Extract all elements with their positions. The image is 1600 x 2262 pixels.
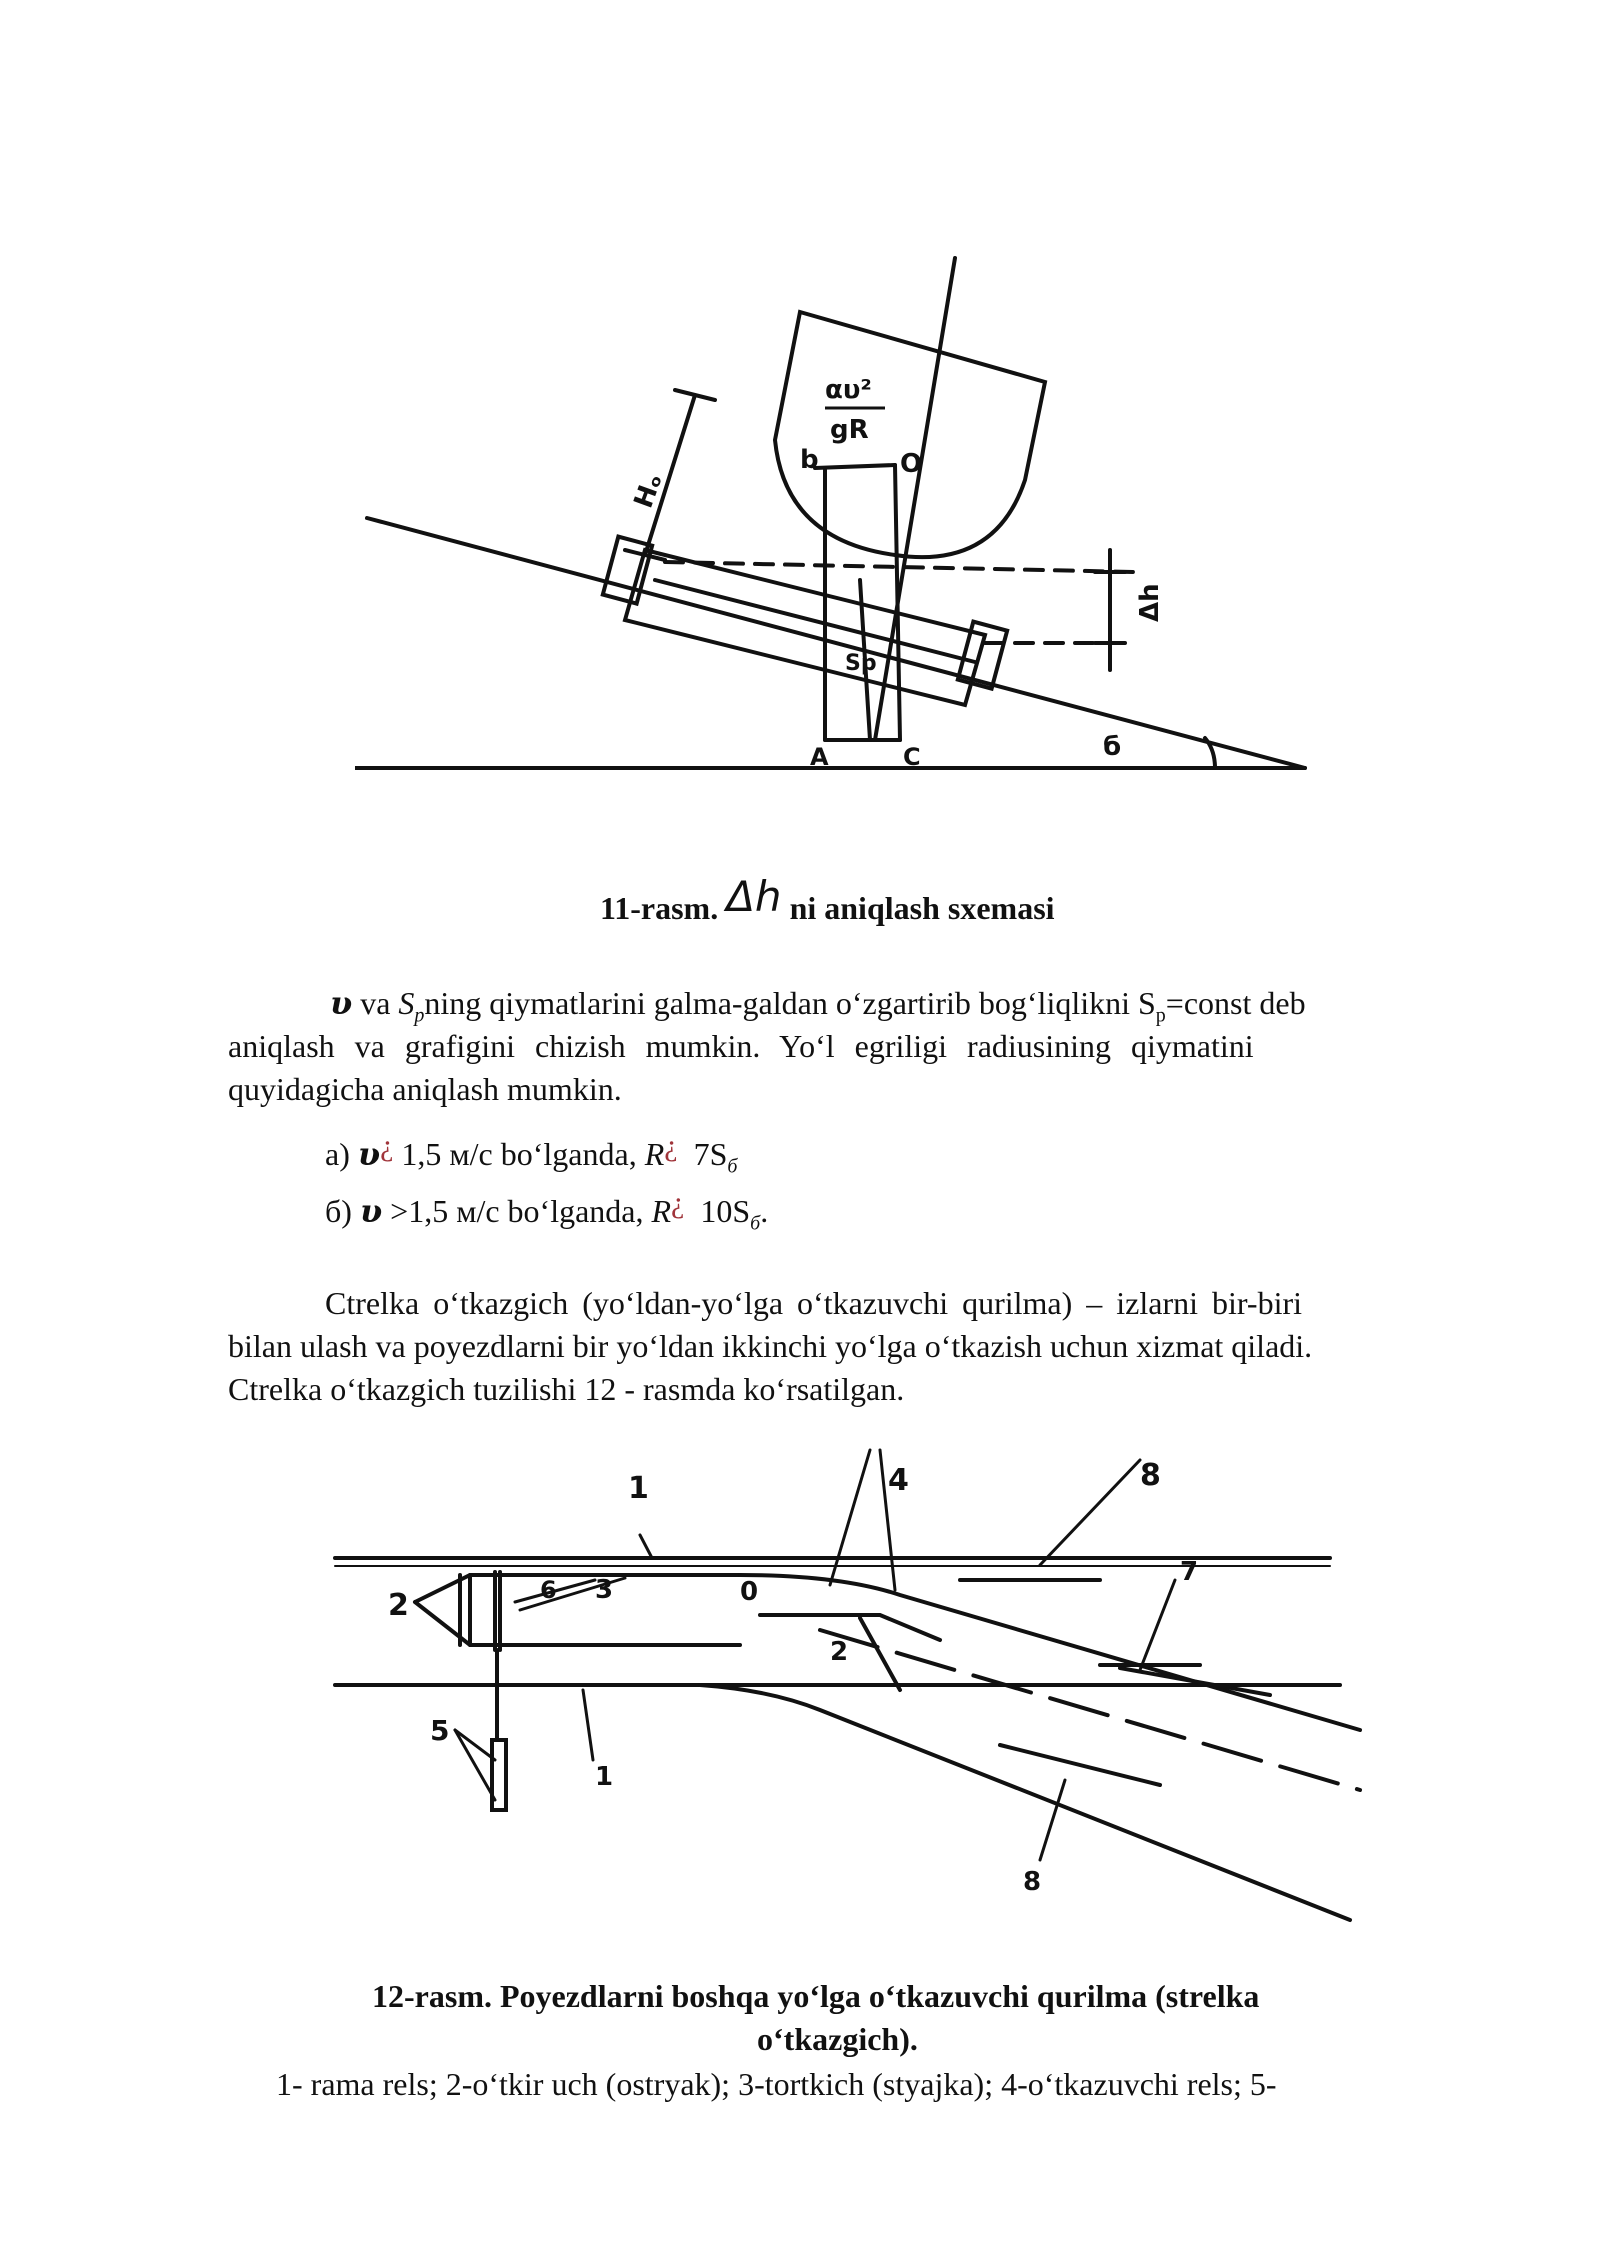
figure-12-diagram	[320, 1440, 1380, 1940]
list-text: >1,5 м/с bo‘lganda,	[382, 1193, 652, 1229]
figure-11-caption	[600, 872, 1055, 929]
label-8-top: 8	[1140, 1458, 1161, 1493]
label-sp: Sp	[845, 651, 877, 676]
list-end: .	[760, 1193, 769, 1229]
figure-11-diagram	[355, 250, 1335, 790]
label-2-frog: 2	[830, 1637, 849, 1667]
label-8-bottom: 8	[1023, 1867, 1042, 1897]
label-formula-top: αυ²	[825, 375, 872, 405]
caption-suffix: ni aniqlash sxemasi	[789, 890, 1055, 926]
figure-12-caption-line1: 12-rasm. Poyezdlarni boshqa yo‘lga o‘tkazuvchi qurilma (strelka	[372, 1978, 1260, 2014]
label-h0: Hₒ	[628, 469, 669, 513]
label-1-top: 1	[628, 1471, 649, 1506]
figure-12-caption-line2: o‘tkazgich).	[757, 2021, 918, 2057]
label-7: 7	[1180, 1557, 1199, 1587]
para1-text-c: =const deb	[1165, 985, 1306, 1021]
label-0: 0	[740, 1577, 759, 1607]
para1-line3: quyidagicha aniqlash mumkin.	[228, 1071, 622, 1107]
sp-symbol: S	[398, 985, 415, 1021]
list-subscript: б	[750, 1212, 761, 1235]
para1-text-a: va	[360, 985, 399, 1021]
unknown-glyph: ¿	[671, 1186, 685, 1219]
velocity-symbol: υ	[359, 1192, 383, 1230]
label-c: C	[903, 743, 921, 771]
label-2: 2	[388, 1588, 409, 1623]
delta-h-symbol: Δh	[726, 872, 782, 921]
velocity-symbol: υ	[357, 1135, 381, 1173]
figure-12-legend: 1- rama rels; 2-o‘tkir uch (ostryak); 3-tortkich (styajka); 4-o‘tkazuvchi rels; 5-	[276, 2066, 1277, 2102]
radius-symbol: R	[644, 1136, 665, 1172]
para2-line3: Ctrelka o‘tkazgich tuzilishi 12 - rasmda ko‘rsatilgan.	[228, 1371, 905, 1407]
list-prefix: а)	[325, 1136, 350, 1172]
list-text: 1,5 м/с bo‘lganda,	[393, 1136, 645, 1172]
para2-line2: bilan ulash va poyezdlarni bir yo‘ldan ikkinchi yo‘lga o‘tkazish uchun xizmat qiladi.	[228, 1328, 1313, 1364]
para1-text-b: ning qiymatlarini galma-galdan o‘zgartirib bog‘liqlikni S	[424, 985, 1156, 1021]
list-item-a	[325, 1129, 738, 1188]
label-4: 4	[888, 1463, 909, 1498]
para1-line2: aniqlash va grafigini chizish mumkin. Yo‘l egriligi radiusining qiymatini	[228, 1028, 1254, 1064]
label-5: 5	[430, 1714, 450, 1747]
para2-line1: Ctrelka o‘tkazgich (yo‘ldan-yo‘lga o‘tkazuvchi qurilma) – izlarni bir-biri	[325, 1285, 1303, 1321]
label-b: b	[800, 445, 819, 475]
label-formula-bottom: gR	[830, 415, 869, 445]
list-value: 10S	[700, 1193, 751, 1229]
list-value: 7S	[693, 1136, 728, 1172]
label-angle: б	[1103, 732, 1122, 762]
label-1-bottom: 1	[595, 1762, 614, 1792]
unknown-glyph: ¿	[380, 1129, 394, 1162]
sp2-subscript: p	[1155, 1004, 1166, 1027]
label-a: A	[810, 743, 829, 771]
list-prefix: б)	[325, 1193, 352, 1229]
velocity-symbol: υ	[330, 984, 353, 1022]
unknown-glyph: ¿	[664, 1129, 678, 1162]
sp-subscript: p	[414, 1004, 425, 1027]
caption-prefix: 11-rasm.	[600, 890, 719, 926]
label-6: 6	[540, 1576, 557, 1604]
radius-symbol: R	[651, 1193, 672, 1229]
label-dh: Δh	[1135, 583, 1165, 622]
label-o: O	[900, 449, 923, 479]
list-item-b	[325, 1186, 769, 1245]
list-subscript: б	[727, 1155, 738, 1178]
label-3: 3	[595, 1575, 614, 1605]
